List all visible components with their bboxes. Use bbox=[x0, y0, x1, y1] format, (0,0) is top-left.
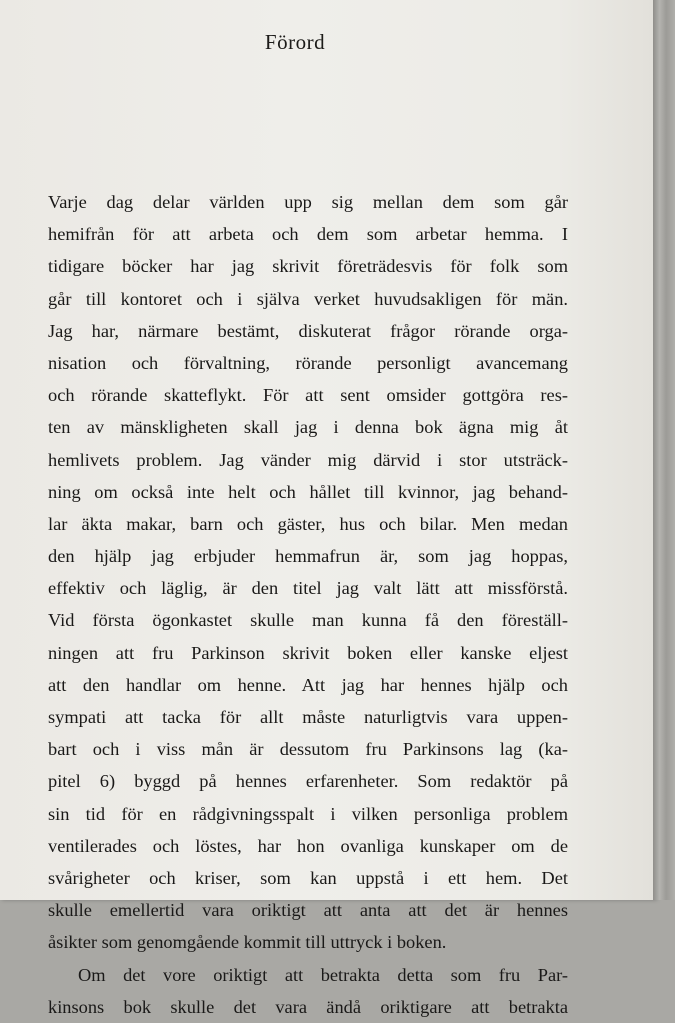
text-line: den hjälp jag erbjuder hemmafrun är, som jag hoppas, bbox=[48, 546, 568, 567]
text-line: nisation och förvaltning, rörande personligt avancemang bbox=[48, 352, 568, 373]
text-line: ning om också inte helt och hållet till kvinnor, jag behand- bbox=[48, 481, 568, 502]
text-line: Jag har, närmare bestämt, diskuterat frågor rörande orga- bbox=[48, 320, 568, 341]
text-line: sympati att tacka för allt måste naturligtvis vara uppen- bbox=[48, 707, 568, 727]
text-line: och rörande skatteflykt. För att sent omsider gottgöra res- bbox=[48, 385, 568, 406]
text-line: sin tid för en rådgivningsspalt i vilken personliga problem bbox=[48, 803, 568, 824]
text-line: går till kontoret och i själva verket huvudsakligen för män. bbox=[48, 288, 568, 309]
text-line: bart och i viss mån är dessutom fru Parkinsons lag (ka- bbox=[48, 739, 568, 760]
text-line: hemlivets problem. Jag vänder mig därvid i stor utsträck- bbox=[48, 449, 568, 470]
text-line: att den handlar om henne. Att jag har hennes hjälp och bbox=[48, 674, 568, 695]
text-line: ventilerades och löstes, har hon ovanliga kunskaper om de bbox=[48, 835, 568, 856]
text-line: lar äkta makar, barn och gäster, hus och bilar. Men medan bbox=[48, 513, 568, 534]
text-line: svårigheter och kriser, som kan uppstå i ett hem. Det bbox=[48, 867, 568, 888]
text-line: Vid första ögonkastet skulle man kunna få den föreställ- bbox=[48, 610, 568, 631]
text-line: effektiv och läglig, är den titel jag valt lätt att missförstå. bbox=[48, 578, 568, 599]
page-stack-edge bbox=[653, 0, 675, 900]
text-line: skulle emellertid vara oriktigt att anta att det är hennes bbox=[48, 900, 568, 921]
text-line: Varje dag delar världen upp sig mellan dem som går bbox=[48, 192, 568, 212]
text-line: åsikter som genomgående kommit till uttryck i boken. bbox=[48, 932, 447, 953]
chapter-heading: Förord bbox=[264, 30, 326, 54]
text-line: tidigare böcker har jag skrivit företrädesvis för folk som bbox=[48, 256, 568, 277]
text-line: kinsons bok skulle det vara ändå oriktigare att betrakta bbox=[48, 996, 568, 1017]
text-line: ningen att fru Parkinson skrivit boken eller kanske eljest bbox=[48, 642, 568, 663]
text-line: Om det vore oriktigt att betrakta detta som fru Par- bbox=[78, 964, 568, 985]
text-line: hemifrån för att arbeta och dem som arbetar hemma. I bbox=[48, 224, 568, 245]
text-line: ten av mänskligheten skall jag i denna bok ägna mig åt bbox=[48, 417, 568, 438]
body-text bbox=[48, 186, 568, 1023]
text-line: pitel 6) byggd på hennes erfarenheter. Som redaktör på bbox=[48, 771, 568, 792]
